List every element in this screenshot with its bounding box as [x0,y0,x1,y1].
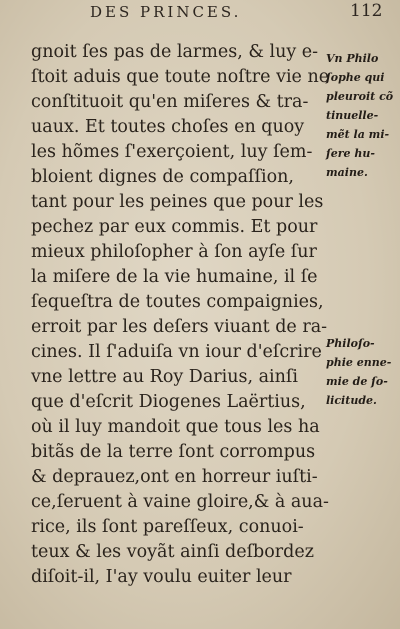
text-line: que d'eſcrit Diogenes Laërtius, [31,392,306,412]
text-line: erroit par les deſers viuant de ra- [31,317,328,337]
text-line: cines. Il ſ'aduiſa vn iour d'eſcrire [31,342,322,362]
text-line: bitãs de la terre ſont corrompus [31,442,316,462]
margin-note-line: licitude. [326,394,377,407]
text-line: les hõmes ſ'exerçoient, luy ſem- [31,142,313,162]
text-line: ce,ſeruent à vaine gloire,& à aua- [31,492,329,512]
margin-note-philosophy [326,334,391,410]
text-line: la miſere de la vie humaine, il ſe [31,267,318,287]
text-line: vne lettre au Roy Darius, ainſi [31,367,298,387]
margin-note-line: maine. [326,166,368,179]
margin-note-line: mie de ſo- [326,375,388,388]
text-line: où il luy mandoit que tous les ha [31,417,320,437]
margin-note-line: ſophe qui [326,71,385,84]
margin-notes [326,0,400,629]
text-line: tant pour les peines que pour les [31,192,324,212]
margin-note-line: Philoſo- [326,337,375,350]
margin-note-philosopher [326,49,393,182]
text-line: mieux philoſopher à ſon ayſe ſur [31,242,317,262]
text-line: rice, ils ſont pareſſeux, conuoi- [31,517,304,537]
text-line: uaux. Et toutes choſes en quoy [31,117,305,137]
margin-note-line: tinuelle- [326,109,379,122]
text-line: ſtoit aduis que toute noſtre vie ne [31,67,330,87]
text-line: pechez par eux commis. Et pour [31,217,318,237]
margin-note-line: Vn Philo [326,52,379,65]
margin-note-line: phie enne- [326,356,392,369]
text-line: & deprauez,ont en horreur iuſti- [31,467,318,487]
text-line: bloient dignes de compaſſion, [31,167,294,187]
text-line: gnoit ſes pas de larmes, & luy e- [31,42,319,62]
margin-note-line: ſere hu- [326,147,375,160]
text-line: ſequeſtra de toutes compaignies, [31,292,324,312]
page-number: 112 [350,1,383,21]
text-line: teux & les voyãt ainſi deſbordez [31,542,314,562]
text-line: diſoit-il, I'ay voulu euiter leur [31,567,292,587]
main-text-block [31,40,331,590]
margin-note-line: pleuroit cõ [326,90,394,103]
text-line: conſtituoit qu'en miſeres & tra- [31,92,309,112]
margin-note-line: mẽt la mi- [326,128,390,141]
running-head: DES PRINCES. [90,3,242,21]
